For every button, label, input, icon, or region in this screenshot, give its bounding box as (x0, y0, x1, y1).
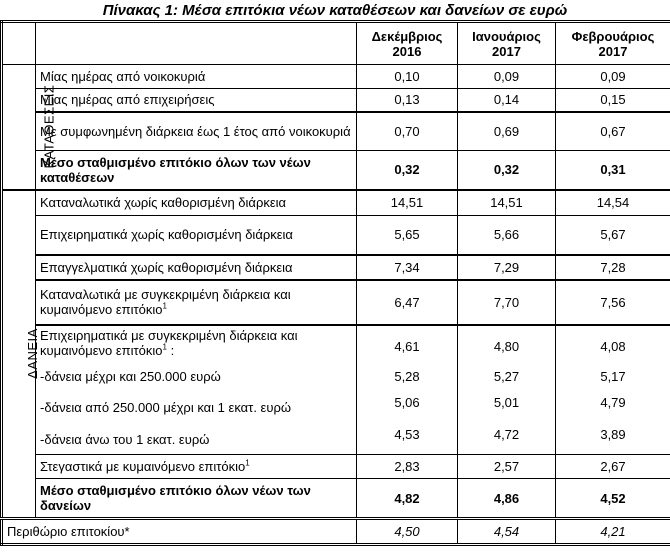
table-row-total (2, 151, 670, 190)
row-label: Μέσο σταθμισμένο επιτόκιο όλων νέων των δανείων (36, 479, 357, 519)
cell-value: 4,54 (458, 519, 556, 545)
cell-value: 4,79 (600, 394, 626, 410)
header-label-cell (36, 22, 357, 65)
row-label: Επιχειρηματικά με συγκεκριμένη διάρκεια και κυμαινόμενο επιτόκιο$^1$ : (40, 327, 298, 358)
cell-value: 7,29 (458, 255, 556, 280)
cell-value: 0,10 (357, 65, 458, 89)
cell-value: 4,61 (394, 338, 420, 354)
row-label: Μίας ημέρας από νοικοκυριά (36, 65, 357, 89)
cell-value: 6,47 (357, 280, 458, 325)
table-row-margin (2, 519, 670, 545)
table-title: Πίνακας 1: Μέσα επιτόκια νέων καταθέσεων και δανείων σε ευρώ (102, 2, 568, 19)
cell-value: 7,56 (556, 280, 670, 325)
cell-value-group (357, 325, 458, 455)
row-label: -δάνεια μέχρι και 250.000 ευρώ (40, 369, 221, 385)
footnote-marker: 1 (245, 458, 250, 468)
footnote-marker: 1 (162, 301, 167, 311)
row-label: Στεγαστικά με κυμαινόμενο επιτόκιο$^1$ (36, 455, 357, 479)
table-row (2, 255, 670, 280)
cell-value: 5,65 (357, 216, 458, 255)
table-row (2, 112, 670, 151)
cell-value: 0,09 (458, 65, 556, 89)
cell-value: 4,53 (394, 426, 420, 442)
cell-value: 4,52 (556, 479, 670, 519)
table-row (2, 89, 670, 112)
header-row (2, 22, 670, 65)
header-corner (2, 22, 36, 65)
column-header: Δεκέμβριος 2016 (357, 22, 458, 65)
cell-value: 4,80 (493, 338, 520, 354)
row-label: -δάνεια από 250.000 μέχρι και 1 εκατ. ευρώ (40, 400, 291, 416)
cell-value: 5,66 (458, 216, 556, 255)
cell-value: 0,67 (556, 112, 670, 151)
cell-value: 5,27 (493, 368, 520, 384)
interest-rates-table (0, 20, 670, 546)
cell-value: 14,51 (357, 190, 458, 216)
cell-value: 2,83 (357, 455, 458, 479)
cell-value: 7,70 (458, 280, 556, 325)
table-row (2, 65, 670, 89)
table-row-total (2, 479, 670, 519)
table-row (2, 455, 670, 479)
row-label: Περιθώριο επιτοκίου* (2, 519, 357, 545)
section-label-deposits: ΚΑΤΑΘΕΣΕΙΣ (2, 65, 36, 190)
column-header: Ιανουάριος 2017 (458, 22, 556, 65)
cell-value: 4,86 (458, 479, 556, 519)
section-label-loans: ΔΑΝΕΙΑ (2, 190, 36, 519)
cell-value: 5,17 (600, 368, 626, 384)
cell-value: 7,34 (357, 255, 458, 280)
row-label: Μέσο σταθμισμένο επιτόκιο όλων των νέων καταθέσεων (36, 151, 357, 190)
footnote-marker: 1 (162, 342, 167, 352)
cell-value: 4,72 (493, 426, 520, 442)
row-label: Καταναλωτικά χωρίς καθορισμένη διάρκεια (36, 190, 357, 216)
cell-value: 14,51 (458, 190, 556, 216)
cell-value: 4,50 (357, 519, 458, 545)
cell-value: 0,09 (556, 65, 670, 89)
column-header: Φεβρουάριος 2017 (556, 22, 670, 65)
row-label: Με συμφωνημένη διάρκεια έως 1 έτος από νοικοκυριά (36, 112, 357, 151)
cell-value-group (556, 325, 670, 455)
cell-value: 0,32 (357, 151, 458, 190)
cell-value: 5,67 (556, 216, 670, 255)
cell-value: 3,89 (600, 426, 626, 442)
row-label: Μίας ημέρας από επιχειρήσεις (36, 89, 357, 112)
cell-value: 7,28 (556, 255, 670, 280)
cell-value: 0,32 (458, 151, 556, 190)
table-row (2, 216, 670, 255)
table-row (2, 280, 670, 325)
row-label: Καταναλωτικά με συγκεκριμένη διάρκεια και κυμαινόμενο επιτόκιο$^1$ (36, 280, 357, 325)
cell-value: 5,06 (394, 394, 420, 410)
cell-value: 0,31 (556, 151, 670, 190)
cell-value: 4,82 (357, 479, 458, 519)
cell-value: 2,67 (556, 455, 670, 479)
row-label-group (36, 325, 357, 455)
cell-value: 0,70 (357, 112, 458, 151)
cell-value: 5,01 (493, 394, 520, 410)
cell-value: 0,13 (357, 89, 458, 112)
cell-value-group (458, 325, 556, 455)
table-row-group (2, 325, 670, 455)
table-row (2, 190, 670, 216)
cell-value: 0,14 (458, 89, 556, 112)
row-label: Επιχειρηματικά χωρίς καθορισμένη διάρκεια (36, 216, 357, 255)
cell-value: 2,57 (458, 455, 556, 479)
row-label: Επαγγελματικά χωρίς καθορισμένη διάρκεια (36, 255, 357, 280)
cell-value: 14,54 (556, 190, 670, 216)
cell-value: 4,21 (556, 519, 670, 545)
cell-value: 4,08 (600, 338, 626, 354)
cell-value: 5,28 (394, 368, 420, 384)
cell-value: 0,69 (458, 112, 556, 151)
row-label: -δάνεια άνω του 1 εκατ. ευρώ (40, 432, 210, 448)
cell-value: 0,15 (556, 89, 670, 112)
